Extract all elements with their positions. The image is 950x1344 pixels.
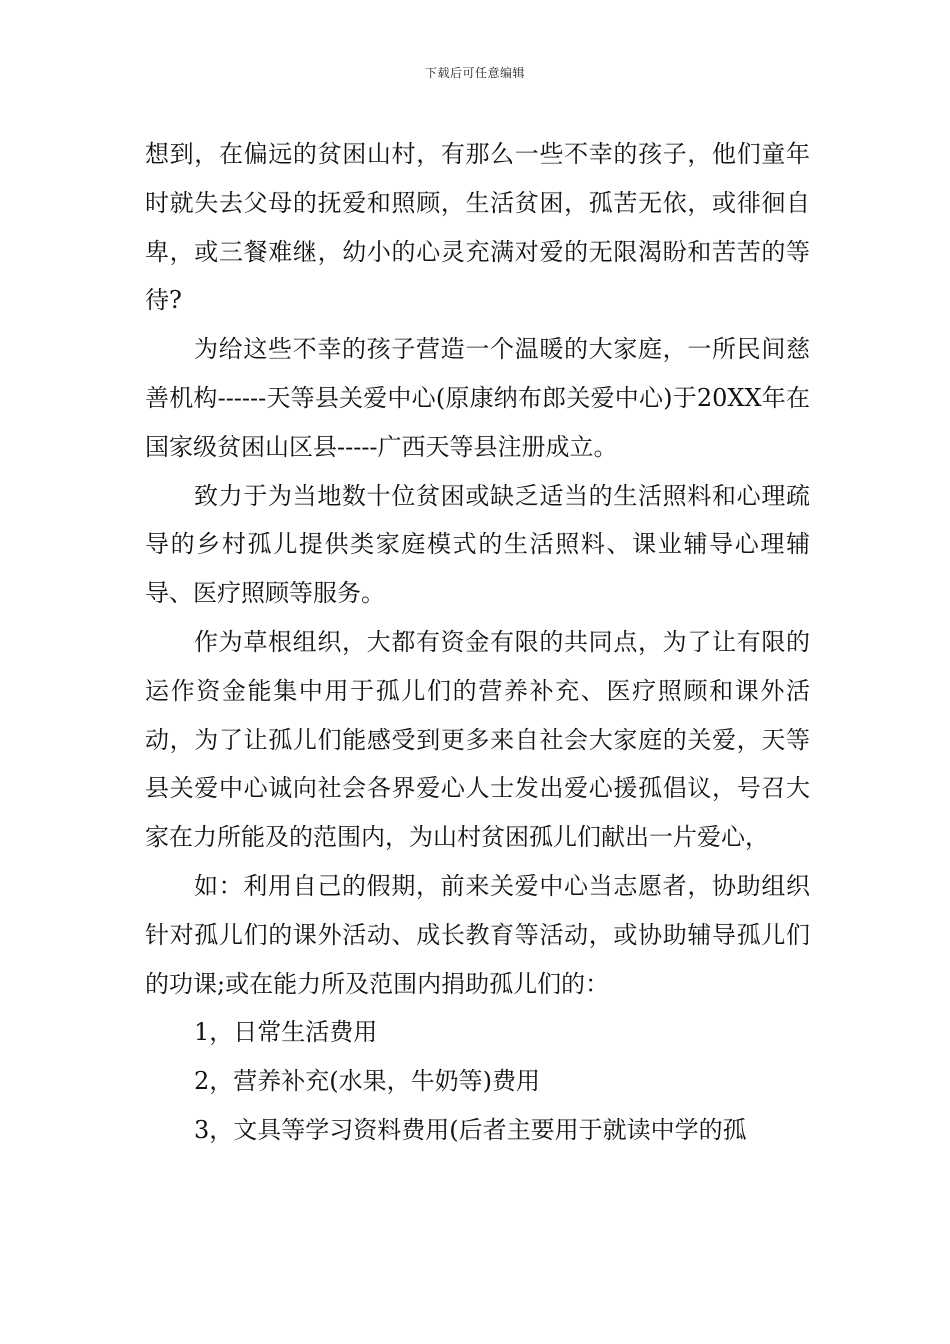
- document-body: [145, 130, 810, 1155]
- paragraph-organization-founding: 为给这些不幸的孩子营造一个温暖的大家庭，一所民间慈善机构------天等县关爱中心(原康纳布郎关爱中心)于20XX年在国家级贫困山区县-----广西天等县注册成立。: [145, 335, 810, 461]
- paragraph-services: 致力于为当地数十位贫困或缺乏适当的生活照料和心理疏导的乡村孤儿提供类家庭模式的生活照料、课业辅导心理辅导、医疗照顾等服务。: [145, 481, 810, 608]
- list-item-daily-expenses: 1，日常生活费用: [194, 1018, 378, 1047]
- page-header: 下载后可任意编辑: [424, 66, 525, 80]
- paragraph-continuation: 想到，在偏远的贫困山村，有那么一些不幸的孩子，他们童年时就失去父母的抚爱和照顾，生活贫困，孤苦无依，或徘徊自卑，或三餐难继，幼小的心灵充满对爱的无限渴盼和苦苦的等待?: [145, 140, 810, 315]
- list-item-stationery: 3，文具等学习资料费用(后者主要用于就读中学的孤: [194, 1115, 747, 1144]
- paragraph-appeal: 作为草根组织，大都有资金有限的共同点，为了让有限的运作资金能集中用于孤儿们的营养补充、医疗照顾和课外活动，为了让孤儿们能感受到更多来自社会大家庭的关爱，天等县关爱中心诚向社会各界爱心人士发出爱心援孤倡议，号召大家在力所能及的范围内，为山村贫困孤儿们献出一片爱心，: [145, 627, 810, 852]
- list-item-nutrition: 2，营养补充(水果，牛奶等)费用: [194, 1067, 540, 1096]
- paragraph-volunteer: 如：利用自己的假期，前来关爱中心当志愿者，协助组织针对孤儿们的课外活动、成长教育等活动，或协助辅导孤儿们的功课;或在能力所及范围内捐助孤儿们的：: [145, 871, 810, 998]
